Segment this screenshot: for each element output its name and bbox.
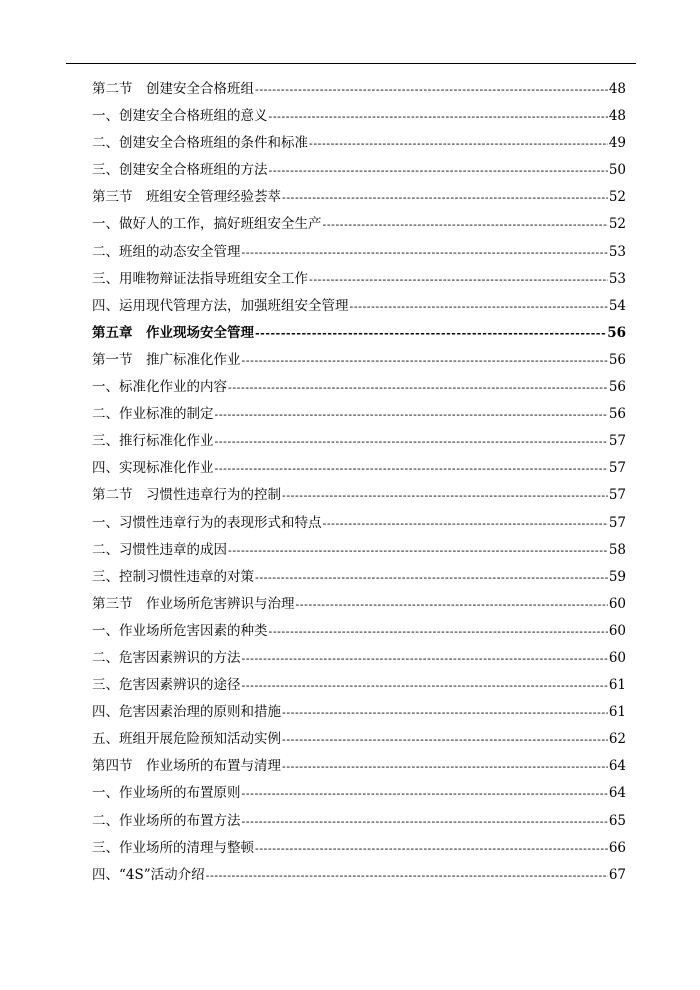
toc-entry-page-number: 53 [608,270,626,287]
toc-entry-page-number: 56 [607,324,626,341]
toc-dot-leader [255,835,608,862]
toc-dot-leader [350,293,608,320]
toc-dot-leader [282,753,608,780]
toc-dot-leader [309,130,608,157]
toc-entry-title: 一、习惯性违章行为的表现形式和特点 [92,514,322,531]
toc-dot-leader [215,401,608,428]
toc-entry-page-number: 56 [608,379,626,396]
toc-entry-title: 一、作业场所危害因素的种类 [92,622,268,639]
toc-entry-page-number: 50 [608,162,626,179]
toc-dot-leader [242,347,608,374]
toc-entry-page-number: 57 [608,433,626,450]
toc-entry-page-number: 53 [608,243,626,260]
toc-entry[interactable] [92,699,626,726]
toc-dot-leader [296,591,608,618]
toc-entry-title: 二、习惯性违章的成因 [92,541,227,558]
toc-entry[interactable] [92,618,626,645]
toc-dot-leader [323,510,608,537]
toc-entry-page-number: 66 [608,839,626,856]
toc-entry-page-number: 67 [608,866,626,883]
toc-entry[interactable] [92,76,626,103]
toc-entry-title: 第三节 作业场所危害辨识与治理 [92,595,295,612]
toc-dot-leader [215,455,608,482]
toc-entry-page-number: 65 [608,812,626,829]
toc-entry-page-number: 64 [608,785,626,802]
toc-dot-leader [228,374,608,401]
toc-entry[interactable] [92,103,626,130]
toc-entry-title: 一、创建安全合格班组的意义 [92,108,268,125]
toc-entry-title: 三、用唯物辩证法指导班组安全工作 [92,270,308,287]
toc-entry-page-number: 60 [608,649,626,666]
toc-entry-page-number: 48 [608,108,626,125]
toc-entry-title: 一、做好人的工作，搞好班组安全生产 [92,216,322,233]
header-rule [66,63,636,64]
toc-entry-title: 五、班组开展危险预知活动实例 [92,731,281,748]
toc-dot-leader [215,428,608,455]
toc-entry[interactable] [92,510,626,537]
toc-entry-page-number: 60 [608,595,626,612]
toc-entry-page-number: 54 [608,297,626,314]
toc-entry-title: 第二节 习惯性违章行为的控制 [92,487,281,504]
toc-dot-leader [206,862,608,889]
toc-entry[interactable] [92,374,626,401]
toc-entry[interactable] [92,645,626,672]
toc-entry-page-number: 57 [608,487,626,504]
toc-entry-page-number: 49 [608,135,626,152]
toc-entry-title: 三、推行标准化作业 [92,433,214,450]
toc-entry-page-number: 64 [608,758,626,775]
toc-entry-page-number: 61 [608,704,626,721]
toc-dot-leader [269,157,608,184]
toc-entry[interactable] [92,239,626,266]
toc-entry-title: 第一节 推广标准化作业 [92,351,241,368]
toc-dot-leader [242,808,608,835]
toc-entry-title: 第三节 班组安全管理经验荟萃 [92,189,281,206]
toc-entry[interactable] [92,672,626,699]
toc-entry-title: 四、危害因素治理的原则和措施 [92,704,281,721]
toc-entry-page-number: 58 [608,541,626,558]
toc-entry-title: 二、危害因素辨识的方法 [92,649,241,666]
toc-dot-leader [255,76,608,103]
table-of-contents [92,76,626,889]
toc-dot-leader [309,266,608,293]
toc-entry-page-number: 57 [608,460,626,477]
toc-entry[interactable] [92,401,626,428]
toc-entry-page-number: 56 [608,351,626,368]
toc-entry[interactable] [92,211,626,238]
toc-entry[interactable] [92,130,626,157]
toc-entry[interactable] [92,835,626,862]
toc-entry-page-number: 48 [608,81,626,97]
toc-entry-title: 二、作业场所的布置方法 [92,812,241,829]
toc-entry-title: 一、标准化作业的内容 [92,379,227,396]
toc-entry[interactable] [92,564,626,591]
toc-dot-leader [323,211,608,238]
toc-entry-title: 第五章 作业现场安全管理 [92,324,254,341]
toc-entry-page-number: 52 [608,216,626,233]
toc-entry[interactable] [92,455,626,482]
toc-entry-title: 三、控制习惯性违章的对策 [92,568,254,585]
toc-entry[interactable] [92,320,626,347]
toc-dot-leader [282,699,608,726]
toc-entry[interactable] [92,293,626,320]
toc-dot-leader [269,103,608,130]
toc-entry-title: 二、班组的动态安全管理 [92,243,241,260]
toc-entry[interactable] [92,537,626,564]
toc-dot-leader [282,726,608,753]
toc-entry[interactable] [92,726,626,753]
toc-entry[interactable] [92,780,626,807]
toc-entry-title: 第四节 作业场所的布置与清理 [92,758,281,775]
toc-dot-leader [228,537,608,564]
toc-entry-page-number: 56 [608,406,626,423]
toc-entry[interactable] [92,753,626,780]
toc-entry-title: 四、“4S”活动介绍 [92,866,205,883]
toc-entry-title: 四、运用现代管理方法，加强班组安全管理 [92,297,349,314]
toc-entry-title: 二、作业标准的制定 [92,406,214,423]
toc-entry-title: 第二节 创建安全合格班组 [92,81,254,97]
toc-dot-leader [242,780,608,807]
toc-entry-page-number: 60 [608,622,626,639]
toc-dot-leader [255,564,608,591]
toc-entry[interactable] [92,157,626,184]
toc-dot-leader [242,645,608,672]
toc-entry[interactable] [92,862,626,889]
toc-entry[interactable] [92,184,626,211]
toc-entry[interactable] [92,591,626,618]
toc-entry-page-number: 62 [608,731,626,748]
toc-dot-leader [255,320,606,347]
toc-entry[interactable] [92,347,626,374]
toc-entry-page-number: 59 [608,568,626,585]
toc-entry-title: 一、作业场所的布置原则 [92,785,241,802]
toc-entry[interactable] [92,482,626,509]
toc-dot-leader [282,184,608,211]
toc-entry[interactable] [92,808,626,835]
toc-entry-title: 四、实现标准化作业 [92,460,214,477]
toc-entry-title: 三、作业场所的清理与整顿 [92,839,254,856]
toc-entry-page-number: 57 [608,514,626,531]
toc-entry-title: 三、危害因素辨识的途径 [92,677,241,694]
toc-entry-page-number: 52 [608,189,626,206]
toc-entry-page-number: 61 [608,677,626,694]
toc-dot-leader [242,239,608,266]
toc-entry[interactable] [92,428,626,455]
toc-entry[interactable] [92,266,626,293]
toc-dot-leader [242,672,608,699]
toc-dot-leader [282,482,608,509]
toc-dot-leader [269,618,608,645]
toc-entry-title: 三、创建安全合格班组的方法 [92,162,268,179]
toc-entry-title: 二、创建安全合格班组的条件和标准 [92,135,308,152]
